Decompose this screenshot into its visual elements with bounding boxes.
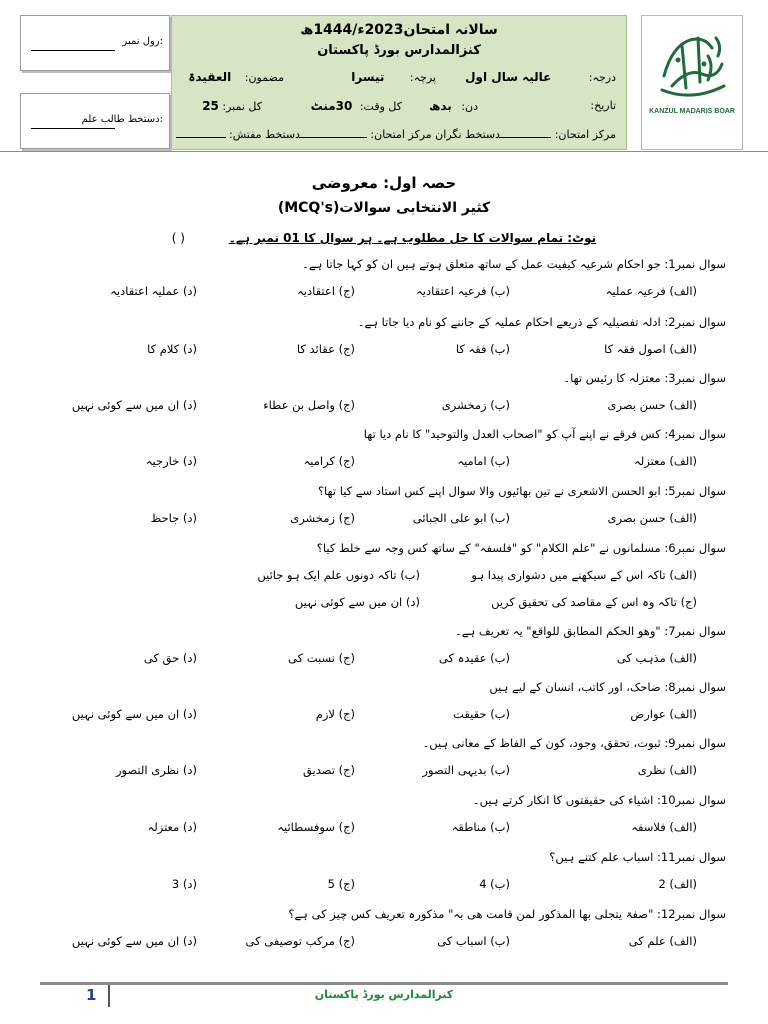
option-d[interactable]: (د) نظری التصور (115, 763, 197, 777)
option-c[interactable]: (ج) مرکب توصیفی کی (245, 934, 355, 948)
option-d[interactable]: (د) 3 (171, 877, 197, 891)
option-d[interactable]: (د) خارجیہ (145, 454, 197, 468)
section-subtitle: کثیر الانتخابی سوالات(MCQ's) (277, 200, 491, 216)
exam-title: سالانہ امتحان2023ء/1444ھ (300, 22, 498, 38)
option-a[interactable]: (الف) فرعیہ عملیہ (605, 284, 697, 298)
option-d[interactable]: (د) عملیہ اعتقادیہ (110, 284, 197, 298)
time-field (311, 99, 402, 113)
option-a[interactable]: (الف) مذہب کی (616, 651, 697, 665)
grade-label: درجہ: (588, 71, 616, 84)
center-label: مرکز امتحان: (554, 128, 616, 141)
option-d[interactable]: (د) ان میں سے کوئی نہیں (71, 398, 197, 412)
supervisor-sign-field[interactable] (299, 128, 500, 141)
day-field (429, 99, 478, 113)
option-a[interactable]: (الف) تاکہ اس کے سیکھنے میں دشواری پیدا ہو (471, 568, 697, 582)
option-c[interactable]: (ج) نسبت کی (288, 651, 355, 665)
option-b[interactable]: (ب) تاکہ دونوں علم ایک ہو جائیں (257, 568, 420, 582)
option-d[interactable]: (د) حق کی (143, 651, 197, 665)
option-a[interactable]: (الف) علم کی (628, 934, 697, 948)
examiner-sign-label: دستخط مفتش: (229, 128, 300, 141)
date-label: تاریخ: (590, 99, 616, 112)
grade-field (465, 70, 616, 84)
option-d[interactable]: (د) معتزلہ (147, 820, 197, 834)
option-d[interactable]: (د) ان میں سے کوئی نہیں (71, 934, 197, 948)
examiner-sign-field[interactable] (176, 128, 300, 141)
exam-info-panel (171, 15, 627, 150)
option-a[interactable]: (الف) 2 (658, 877, 697, 891)
option-c[interactable]: (ج) سوفسطائیہ (277, 820, 355, 834)
roll-number-box[interactable] (20, 15, 170, 71)
option-b[interactable]: (ب) اسباب کی (437, 934, 510, 948)
question-text: سوال نمبر7: "وھو الحکم المطابق للواقع" یہ تعریف ہے۔ (454, 624, 726, 638)
question-text: سوال نمبر6: مسلمانوں نے "علم الکلام" کو "فلسفہ" کے ساتھ کس وجہ سے خلط کیا؟ (316, 541, 726, 555)
header-divider (0, 151, 768, 152)
student-sign-box[interactable] (20, 93, 170, 149)
question-text: سوال نمبر12: "صفۃ یتجلی بھا المذکور لمن قامت ھی بہ" مذکورہ تعریف کس چیز کی ہے؟ (288, 907, 726, 921)
total-field (202, 99, 262, 113)
logo-caption: KANZUL MADARIS BOAR (649, 108, 735, 115)
option-b[interactable]: (ب) ابو علی الجبائی (412, 511, 510, 525)
option-b[interactable]: (ب) 4 (479, 877, 510, 891)
option-c[interactable]: (ج) تاکہ وہ اس کے مقاصد کی تحقیق کریں (491, 595, 697, 609)
instruction-note (0, 231, 768, 245)
supervisor-sign-line (299, 137, 367, 138)
paper-value: تیسرا (351, 70, 385, 84)
option-c[interactable]: (ج) زمخشری (290, 511, 355, 525)
question-text: سوال نمبر9: ثبوت، تحقق، وجود، کون کے الفاظ کے معانی ہیں۔ (422, 736, 726, 750)
page-number: 1 (86, 986, 97, 1004)
day-label: دن: (461, 100, 478, 113)
roll-number-line (31, 50, 115, 51)
supervisor-sign-label: دستخط نگران مرکز امتحان: (370, 128, 500, 141)
option-a[interactable]: (الف) عوارض (630, 707, 697, 721)
student-sign-line (31, 128, 115, 129)
subject-field (188, 70, 284, 84)
question-text: سوال نمبر4: کس فرقے نے اپنے آپ کو "اصحاب العدل والتوحید" کا نام دیا تھا (363, 427, 726, 441)
paper-label: پرچہ: (409, 71, 436, 84)
option-a[interactable]: (الف) فلاسفہ (631, 820, 697, 834)
center-field[interactable] (499, 128, 616, 141)
option-b[interactable]: (ب) امامیہ (457, 454, 510, 468)
question-text: سوال نمبر3: معتزلہ کا رئیس تھا۔ (563, 371, 726, 385)
time-value: 30منٹ (310, 99, 353, 113)
examiner-sign-line (176, 137, 226, 138)
day-value: بدھ (429, 99, 452, 113)
option-a[interactable]: (الف) معتزلہ (634, 454, 697, 468)
option-b[interactable]: (ب) حقیقت (453, 707, 510, 721)
question-text: سوال نمبر5: ابو الحسن الاشعری نے تین بھائیوں والا سوال اپنے کس استاد سے کیا تھا؟ (317, 484, 726, 498)
section-title: حصہ اول: معروضی (311, 174, 457, 192)
instruction-brackets: ( ) (171, 231, 185, 245)
footer-board-name: کنزالمدارس بورڈ پاکستان (314, 988, 454, 1001)
question-text: سوال نمبر1: جو احکام شرعیہ کیفیت عمل کے ساتھ متعلق ہوتے ہیں ان کو کہا جاتا ہے۔ (302, 257, 726, 271)
option-c[interactable]: (ج) تصدیق (302, 763, 355, 777)
option-c[interactable]: (ج) لازم (315, 707, 355, 721)
time-label: کل وقت: (359, 100, 402, 113)
option-d[interactable]: (د) جاحظ (150, 511, 197, 525)
option-d[interactable]: (د) ان میں سے کوئی نہیں (294, 595, 420, 609)
option-c[interactable]: (ج) عقائد کا (296, 342, 355, 356)
board-logo (641, 15, 743, 150)
board-name: کنزالمدارس بورڈ پاکستان (317, 43, 481, 58)
option-c[interactable]: (ج) 5 (327, 877, 355, 891)
subject-label: مضمون: (244, 71, 284, 84)
total-label: کل نمبر: (222, 100, 262, 113)
subject-value: العقیدۃ (188, 70, 232, 84)
option-d[interactable]: (د) ان میں سے کوئی نہیں (71, 707, 197, 721)
option-b[interactable]: (ب) مناطقہ (451, 820, 510, 834)
option-a[interactable]: (الف) نظری (637, 763, 697, 777)
paper-field (351, 70, 436, 84)
option-b[interactable]: (ب) فقہ کا (455, 342, 510, 356)
option-b[interactable]: (ب) زمخشری (441, 398, 510, 412)
question-text: سوال نمبر2: ادلہ تفصیلیہ کے ذریعے احکام عملیہ کے جاننے کو نام دیا جاتا ہے۔ (357, 315, 726, 329)
roll-number-label: رول نمبر: (122, 36, 163, 47)
center-line (499, 137, 551, 138)
option-b[interactable]: (ب) فرعیہ اعتقادیہ (416, 284, 510, 298)
student-sign-label: دستخط طالب علم: (81, 114, 163, 125)
calligraphy-logo-icon (642, 16, 742, 108)
option-c[interactable]: (ج) اعتقادیہ (297, 284, 355, 298)
question-text: سوال نمبر8: ضاحک، اور کاتب، انسان کے لیے ہیں (489, 680, 726, 694)
footer-divider (40, 982, 728, 985)
option-a[interactable]: (الف) حسن بصری (607, 511, 697, 525)
question-text: سوال نمبر10: اشیاء کی حقیقتوں کا انکار کرتے ہیں۔ (472, 793, 726, 807)
option-c[interactable]: (ج) واصل بن عطاء (263, 398, 355, 412)
option-c[interactable]: (ج) کرامیہ (303, 454, 355, 468)
question-text: سوال نمبر11: اسباب علم کتنے ہیں؟ (549, 850, 726, 864)
option-b[interactable]: (ب) بدیہی التصور (422, 763, 510, 777)
option-a[interactable]: (الف) اصول فقہ کا (604, 342, 697, 356)
instruction-text: نوٹ: تمام سوالات کا حل مطلوب ہے۔ ہر سوال کا 01 نمبر ہے۔ (228, 231, 597, 245)
grade-value: عالیہ سال اول (465, 70, 552, 84)
date-field (590, 99, 616, 112)
option-d[interactable]: (د) کلام کا (147, 342, 197, 356)
option-a[interactable]: (الف) حسن بصری (607, 398, 697, 412)
option-b[interactable]: (ب) عقیدہ کی (438, 651, 510, 665)
total-value: 25 (202, 99, 219, 113)
